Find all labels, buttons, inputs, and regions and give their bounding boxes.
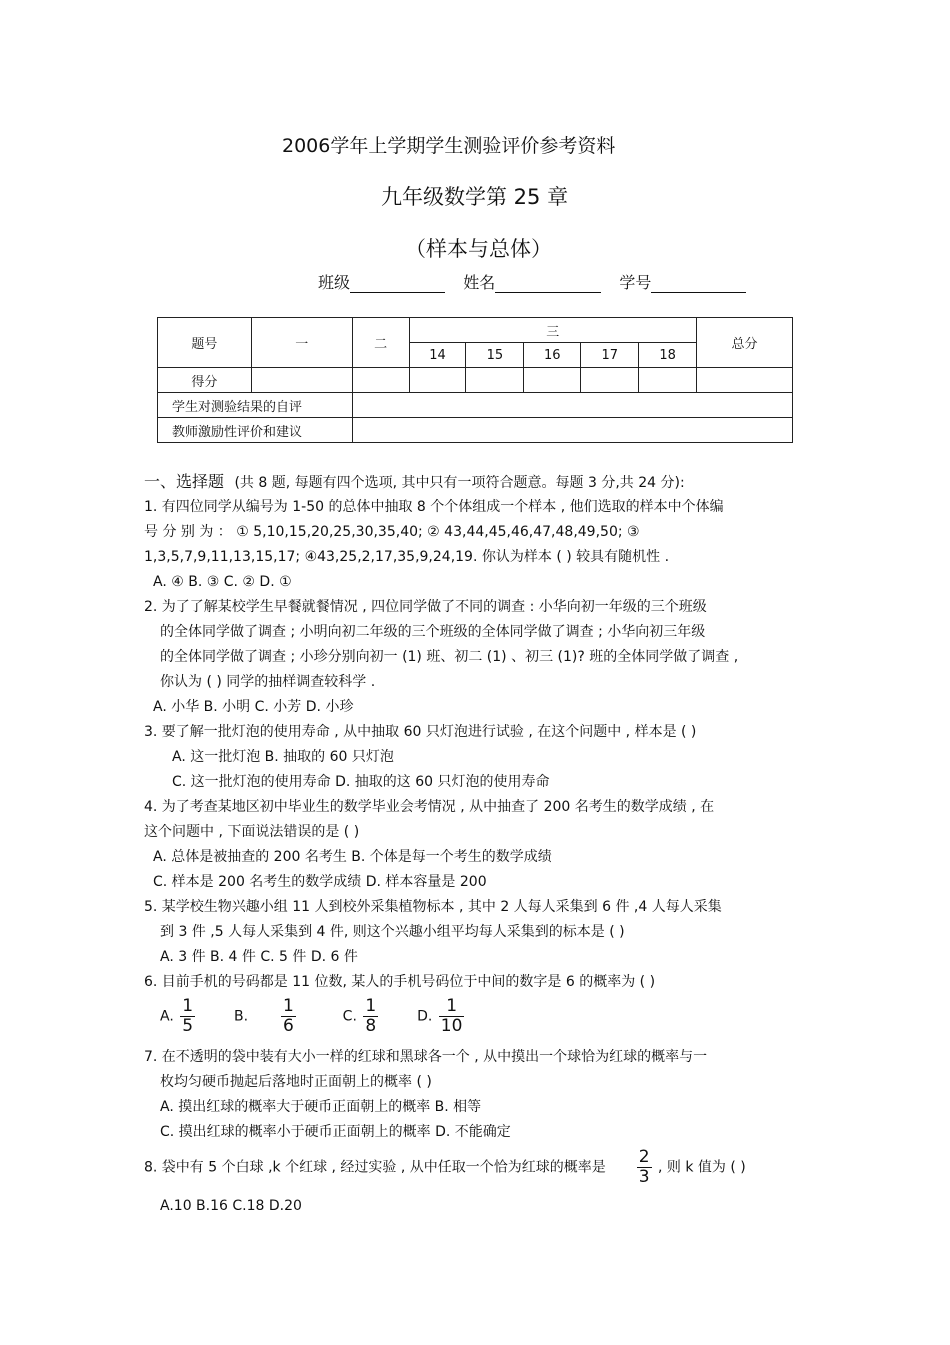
sub-header: 14: [409, 343, 466, 368]
q5-options: A. 3 件 B. 4 件 C. 5 件 D. 6 件: [160, 949, 358, 965]
teacher-eval-label: 教师激励性评价和建议: [158, 418, 353, 443]
sub-header: 17: [581, 343, 639, 368]
q2-line2: 的全体同学做了调查 ; 小明向初二年级的三个班级的全体同学做了调查 ; 小华向初三年级: [160, 624, 706, 640]
q8-text: 8. 袋中有 5 个白球 ,k 个红球 , 经过实验 , 从中任取一个恰为红球的概率是: [144, 1159, 606, 1176]
score-cell[interactable]: [697, 368, 793, 393]
score-cell[interactable]: [581, 368, 639, 393]
score-table: [157, 317, 793, 443]
q7-options-cd: C. 摸出红球的概率小于硬币正面朝上的概率 D. 不能确定: [160, 1124, 511, 1140]
q4-line2: 这个问题中 , 下面说法错误的是 ( ): [144, 824, 360, 840]
q8-text-tail: , 则 k 值为 ( ): [657, 1159, 746, 1176]
q6-option-label: C.: [342, 1008, 357, 1025]
q2-line4: 你认为 ( ) 同学的抽样调查较科学 .: [160, 674, 376, 690]
q8-fraction: $\frac{2}{3}$: [638, 1147, 650, 1187]
id-field[interactable]: [651, 274, 746, 293]
page-topic: （样本与总体）: [405, 237, 552, 261]
sub-header: 16: [524, 343, 581, 368]
header-three: 三: [409, 318, 697, 343]
self-eval-cell[interactable]: [352, 393, 792, 418]
q6-option-label: D.: [417, 1008, 433, 1025]
class-field[interactable]: [350, 274, 445, 293]
score-cell[interactable]: [352, 368, 409, 393]
sub-header: 15: [466, 343, 524, 368]
header-two: 二: [352, 318, 409, 368]
score-label: 得分: [158, 368, 252, 393]
q8-options: A.10 B.16 C.18 D.20: [160, 1198, 302, 1214]
q2-line3: 的全体同学做了调查 ; 小珍分别向初一 (1) 班、初二 (1) 、初三 (1)? 班的全体同学做了调查 ,: [160, 649, 739, 665]
q5-line1: 5. 某学校生物兴趣小组 11 人到校外采集植物标本 , 其中 2 人每人采集到 6 件 ,4 人每人采集: [144, 899, 722, 915]
header-num: 题号: [158, 318, 252, 368]
q8-line1: [144, 1148, 746, 1187]
section-title: 一、选择题: [144, 472, 225, 491]
score-cell[interactable]: [466, 368, 524, 393]
score-cell[interactable]: [251, 368, 352, 393]
q6-options: [160, 997, 466, 1036]
q7-options-ab: A. 摸出红球的概率大于硬币正面朝上的概率 B. 相等: [160, 1099, 482, 1115]
id-label: 学号: [619, 273, 652, 292]
q6-fraction-c: $\frac{1}{8}$: [365, 996, 377, 1036]
header-one: 一: [251, 318, 352, 368]
q2-options: A. 小华 B. 小明 C. 小芳 D. 小珍: [153, 699, 354, 715]
q3-line1: 3. 要了解一批灯泡的使用寿命 , 从中抽取 60 只灯泡进行试验 , 在这个问题中 , 样本是 ( ): [144, 724, 697, 740]
q7-line1: 7. 在不透明的袋中装有大小一样的红球和黑球各一个 , 从中摸出一个球恰为红球的概率与一: [144, 1049, 708, 1065]
header-total: 总分: [697, 318, 793, 368]
page-subtitle: 九年级数学第 25 章: [381, 185, 569, 209]
class-label: 班级: [318, 273, 351, 292]
q6-fraction-d: $\frac{1}{10}$: [440, 996, 463, 1036]
section-heading: [144, 472, 685, 493]
q7-line2: 枚均匀硬币抛起后落地时正面朝上的概率 ( ): [160, 1074, 432, 1090]
q1-line2: 号 分 别 为 ： ① 5,10,15,20,25,30,35,40; ② 43,44,45,46,47,48,49,50; ③: [144, 524, 640, 540]
section-desc: (共 8 题, 每题有四个选项, 其中只有一项符合题意。每题 3 分,共 24 分):: [234, 475, 685, 491]
q6-line1: 6. 目前手机的号码都是 11 位数, 某人的手机号码位于中间的数字是 6 的概率为 ( ): [144, 974, 656, 990]
score-cell[interactable]: [524, 368, 581, 393]
q2-line1: 2. 为了了解某校学生早餐就餐情况 , 四位同学做了不同的调查 : 小华向初一年级的三个班级: [144, 599, 707, 615]
score-cell[interactable]: [409, 368, 466, 393]
q4-options-cd: C. 样本是 200 名考生的数学成绩 D. 样本容量是 200: [153, 874, 487, 890]
q3-options-ab: A. 这一批灯泡 B. 抽取的 60 只灯泡: [172, 749, 394, 765]
q6-option-label: B.: [233, 1008, 249, 1025]
q5-line2: 到 3 件 ,5 人每人采集到 4 件, 则这个兴趣小组平均每人采集到的标本是 ( ): [160, 924, 625, 940]
score-cell[interactable]: [639, 368, 697, 393]
q6-fraction-b: $\frac{1}{6}$: [282, 996, 294, 1036]
sub-header: 18: [639, 343, 697, 368]
q3-options-cd: C. 这一批灯泡的使用寿命 D. 抽取的这 60 只灯泡的使用寿命: [172, 774, 550, 790]
q1-options: A. ④ B. ③ C. ② D. ①: [153, 574, 292, 590]
teacher-eval-cell[interactable]: [352, 418, 792, 443]
q6-fraction-a: $\frac{1}{5}$: [182, 996, 194, 1036]
q4-line1: 4. 为了考查某地区初中毕业生的数学毕业会考情况 , 从中抽查了 200 名考生的数学成绩 , 在: [144, 799, 715, 815]
page-title: 2006学年上学期学生测验评价参考资料: [282, 135, 616, 157]
self-eval-label: 学生对测验结果的自评: [158, 393, 353, 418]
q1-line1: 1. 有四位同学从编号为 1-50 的总体中抽取 8 个个体组成一个样本 , 他们选取的样本中个体编: [144, 499, 724, 515]
q6-option-label: A.: [160, 1008, 174, 1025]
student-info-line: [318, 270, 746, 293]
name-field[interactable]: [495, 274, 601, 293]
q4-options-ab: A. 总体是被抽查的 200 名考生 B. 个体是每一个考生的数学成绩: [153, 849, 552, 865]
name-label: 姓名: [463, 273, 496, 292]
q1-line3: 1,3,5,7,9,11,13,15,17; ④43,25,2,17,35,9,24,19. 你认为样本 ( ) 较具有随机性 .: [144, 549, 670, 565]
